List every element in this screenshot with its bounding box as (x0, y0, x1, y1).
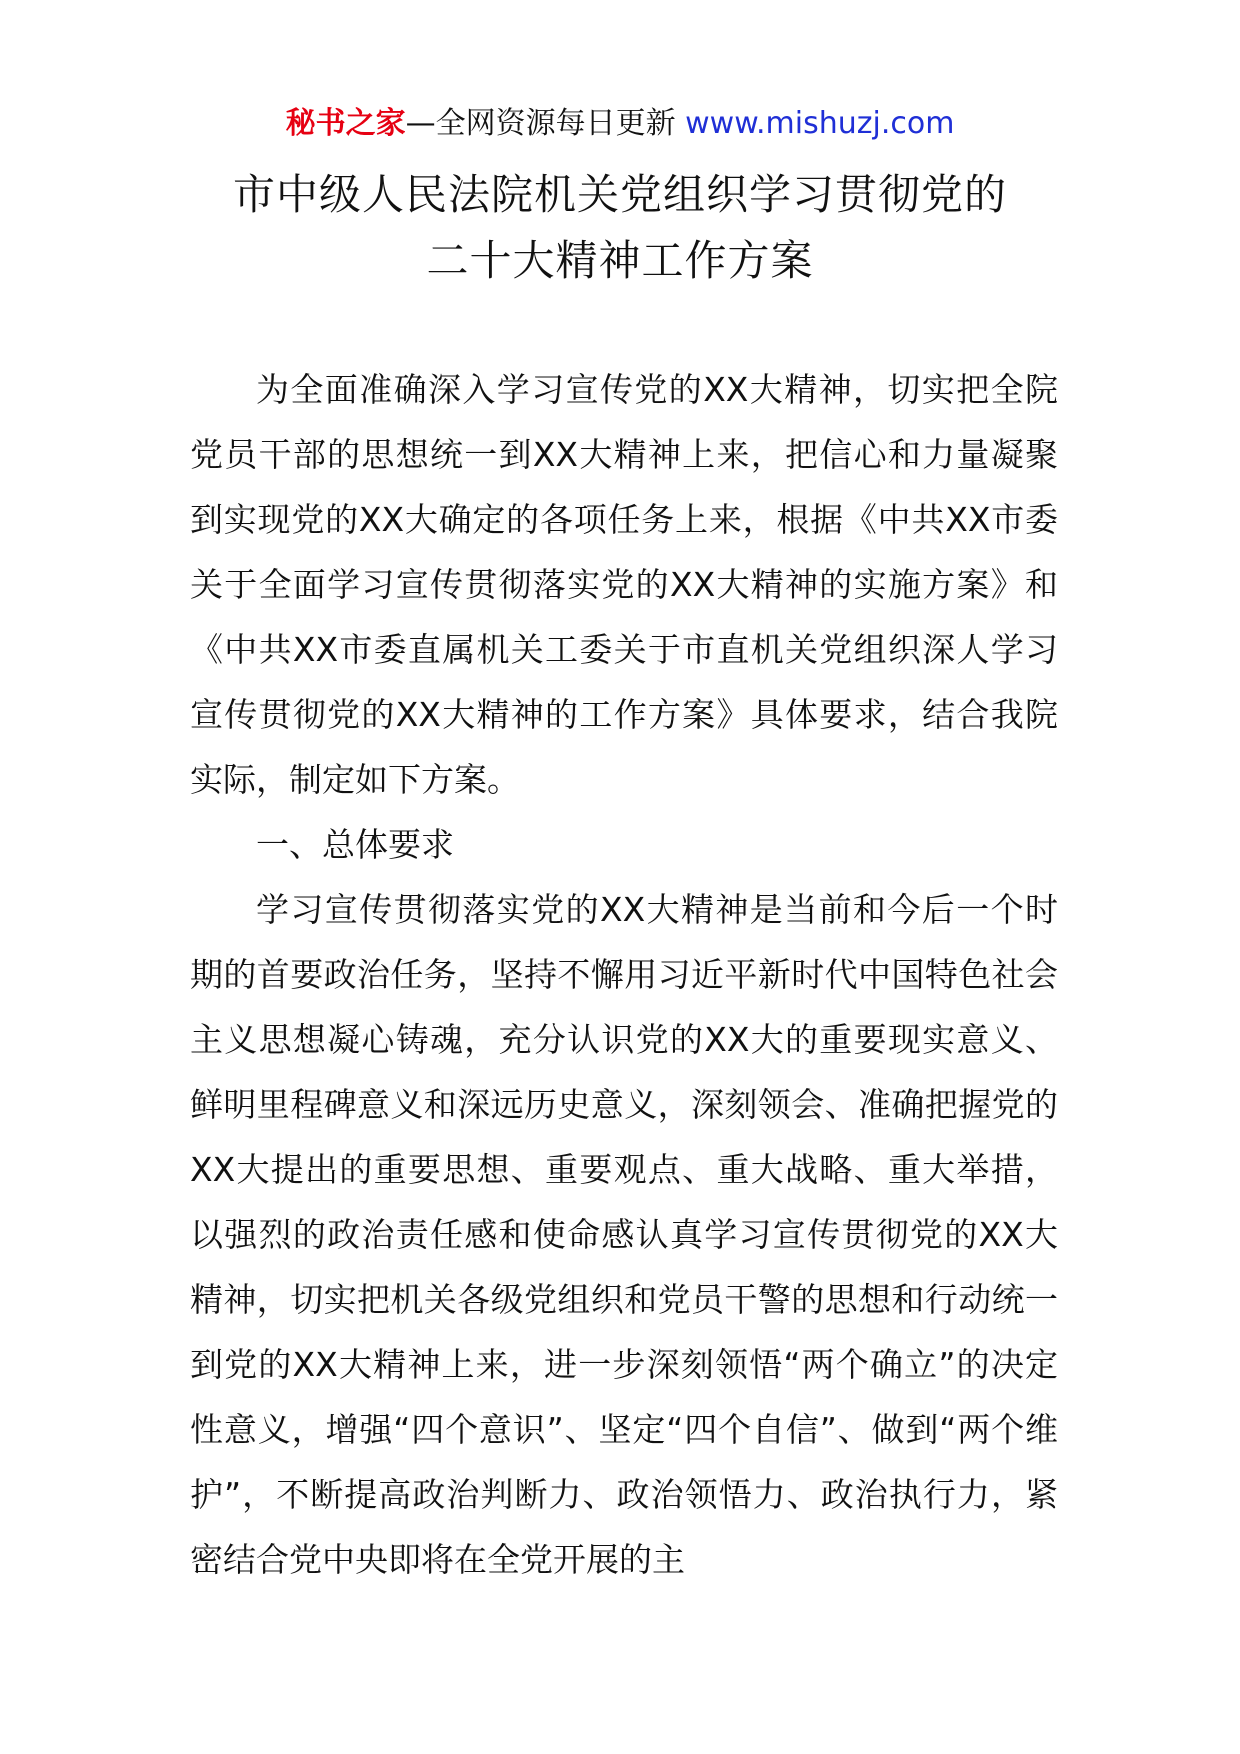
site-header (0, 102, 1240, 146)
site-brand: 秘书之家 (285, 106, 406, 141)
section-heading: 一、总体要求 (256, 825, 454, 864)
site-slogan: —全网资源每日更新 (405, 106, 676, 141)
document-body (190, 357, 1058, 1592)
body-paragraph: 学习宣传贯彻落实党的XX大精神是当前和今后一个时期的首要政治任务，坚持不懈用习近平新时代中国特色社会主义思想凝心铸魂，充分认识党的XX大的重要现实意义、鲜明里程碑意义和深远历史意义，深刻领会、准确把握党的XX大提出的重要思想、重要观点、重大战略、重大举措，以强烈的政治责任感和使命感认真学习宣传贯彻党的XX大精神，切实把机关各级党组织和党员干警的思想和行动统一到党的XX大精神上来，进一步深刻领悟“两个确立”的决定性意义，增强“四个意识”、坚定“四个自信”、做到“两个维护”，不断提高政治判断力、政治领悟力、政治执行力，紧密结合党中央即将在全党开展的主 (190, 890, 1058, 1579)
title-line-1: 市中级人民法院机关党组织学习贯彻党的 (232, 170, 1007, 219)
document-title (150, 162, 1090, 294)
site-url-link[interactable]: www.mishuzj.com (685, 106, 955, 141)
intro-paragraph: 为全面准确深入学习宣传党的XX大精神，切实把全院党员干部的思想统一到XX大精神上来，把信心和力量凝聚到实现党的XX大确定的各项任务上来，根据《中共XX市委关于全面学习宣传贯彻落实党的XX大精神的实施方案》和《中共XX市委直属机关工委关于市直机关党组织深人学习宣传贯彻党的XX大精神的工作方案》具体要求，结合我院实际，制定如下方案。 (190, 370, 1058, 799)
title-line-2: 二十大精神工作方案 (426, 236, 814, 285)
